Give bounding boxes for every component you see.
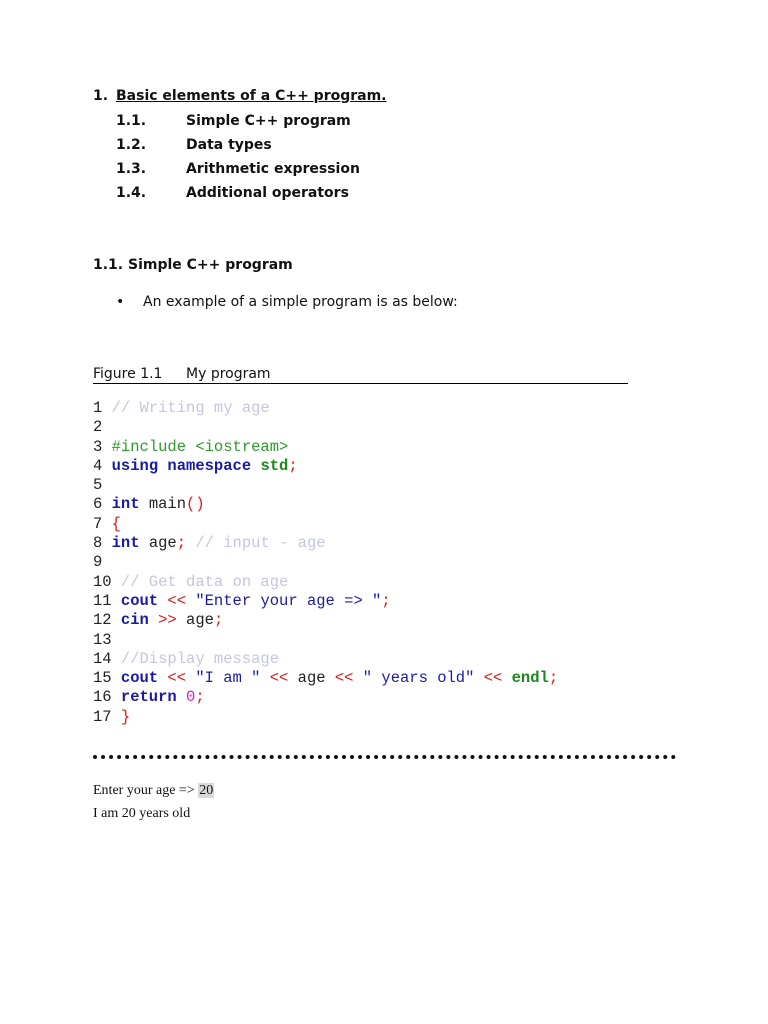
code-line [93,650,558,669]
code-keyword: int [111,495,140,514]
toc-item-label: Data types [186,137,272,153]
code-line [93,495,558,514]
code-line [93,708,558,727]
code-line [93,534,558,553]
figure-label: Figure 1.1 [93,366,163,382]
line-number: 11 [93,591,121,610]
code-comment: //Display message [120,649,280,668]
toc-item-number: 1.4. [116,185,147,201]
code-identifier: age [288,669,326,688]
code-keyword: cin [120,611,149,630]
code-line [93,592,558,611]
code-listing [93,399,558,727]
line-number: 14 [93,649,121,668]
line-number: 1 [93,399,112,417]
bullet-text: An example of a simple program is as below: [143,294,458,310]
toc-item-label: Arithmetic expression [186,161,360,177]
code-line [93,418,558,437]
code-keyword: return [120,688,177,707]
code-line [93,688,558,707]
code-comment: // input - age [186,534,326,553]
code-line [93,553,558,572]
table-of-contents [116,113,360,209]
code-line [93,515,558,534]
toc-item-number: 1.1. [116,113,147,129]
toc-item [116,161,360,185]
line-number: 6 [93,495,112,514]
code-preprocessor: #include <iostream> [111,437,289,456]
line-number: 3 [93,437,112,456]
section-title: 1.1. Simple C++ program [93,257,293,273]
line-number: 7 [93,514,112,533]
code-line [93,438,558,457]
figure-title: My program [186,366,271,382]
dotted-divider [93,755,676,759]
toc-item-number: 1.3. [116,161,147,177]
line-number: 8 [93,534,112,553]
line-number: 10 [93,572,121,591]
code-line [93,476,558,495]
code-identifier: main [139,495,187,514]
code-operator: ; [381,591,391,610]
line-number: 5 [93,476,103,495]
code-keyword: int [111,534,140,553]
code-keyword: cout [120,591,159,610]
heading-title: Basic elements of a C++ program. [116,88,387,104]
output-line [93,781,214,804]
code-operator: ; [213,611,224,630]
code-operator: ; [548,669,559,688]
bullet-symbol: • [116,294,125,310]
output-input-value: 20 [199,783,214,798]
output-prompt: Enter your age => [93,783,199,798]
line-number: 15 [93,669,121,688]
bullet-item [116,294,458,310]
code-operator: << [158,669,187,688]
line-number: 2 [93,418,103,437]
toc-item-number: 1.2. [116,137,147,153]
toc-item [116,137,360,161]
code-operator: << [158,591,187,610]
program-output [93,781,214,827]
code-operator: { [111,514,121,533]
code-operator: << [325,669,354,688]
code-comment: // Writing my age [111,399,270,417]
code-identifier: age [176,611,214,630]
code-comment: // Get data on age [120,572,289,591]
code-operator: ; [195,688,205,707]
code-operator: } [120,707,131,726]
code-line [93,399,558,418]
toc-item [116,113,360,137]
line-number: 16 [93,688,121,707]
line-number: 13 [93,630,112,649]
line-number: 4 [93,456,112,475]
code-line [93,611,558,630]
code-string: "Enter your age => " [186,591,382,610]
code-endl: endl [502,669,549,688]
toc-item-label: Simple C++ program [186,113,351,129]
document-heading [93,88,387,104]
code-keyword: using namespace [111,456,252,475]
heading-number: 1. [93,88,109,104]
code-operator: >> [148,611,177,630]
toc-item-label: Additional operators [186,185,349,201]
line-number: 12 [93,611,121,630]
code-operator: << [474,669,503,688]
line-number: 17 [93,707,121,726]
code-operator: ; [288,456,298,475]
code-operator: << [260,669,289,688]
code-string: "I am " [186,669,261,688]
code-number: 0 [176,688,196,707]
code-line [93,573,558,592]
code-string: " years old" [353,669,475,688]
code-identifier: age [139,534,177,553]
code-keyword: cout [120,669,159,688]
figure-caption [93,366,628,384]
code-operator: ; [176,534,187,553]
code-operator: () [186,495,205,514]
code-line [93,631,558,650]
code-namespace: std [260,456,289,475]
line-number: 9 [93,553,103,572]
output-line: I am 20 years old [93,806,191,821]
code-line [93,457,558,476]
code-line [93,669,558,688]
toc-item [116,185,360,209]
